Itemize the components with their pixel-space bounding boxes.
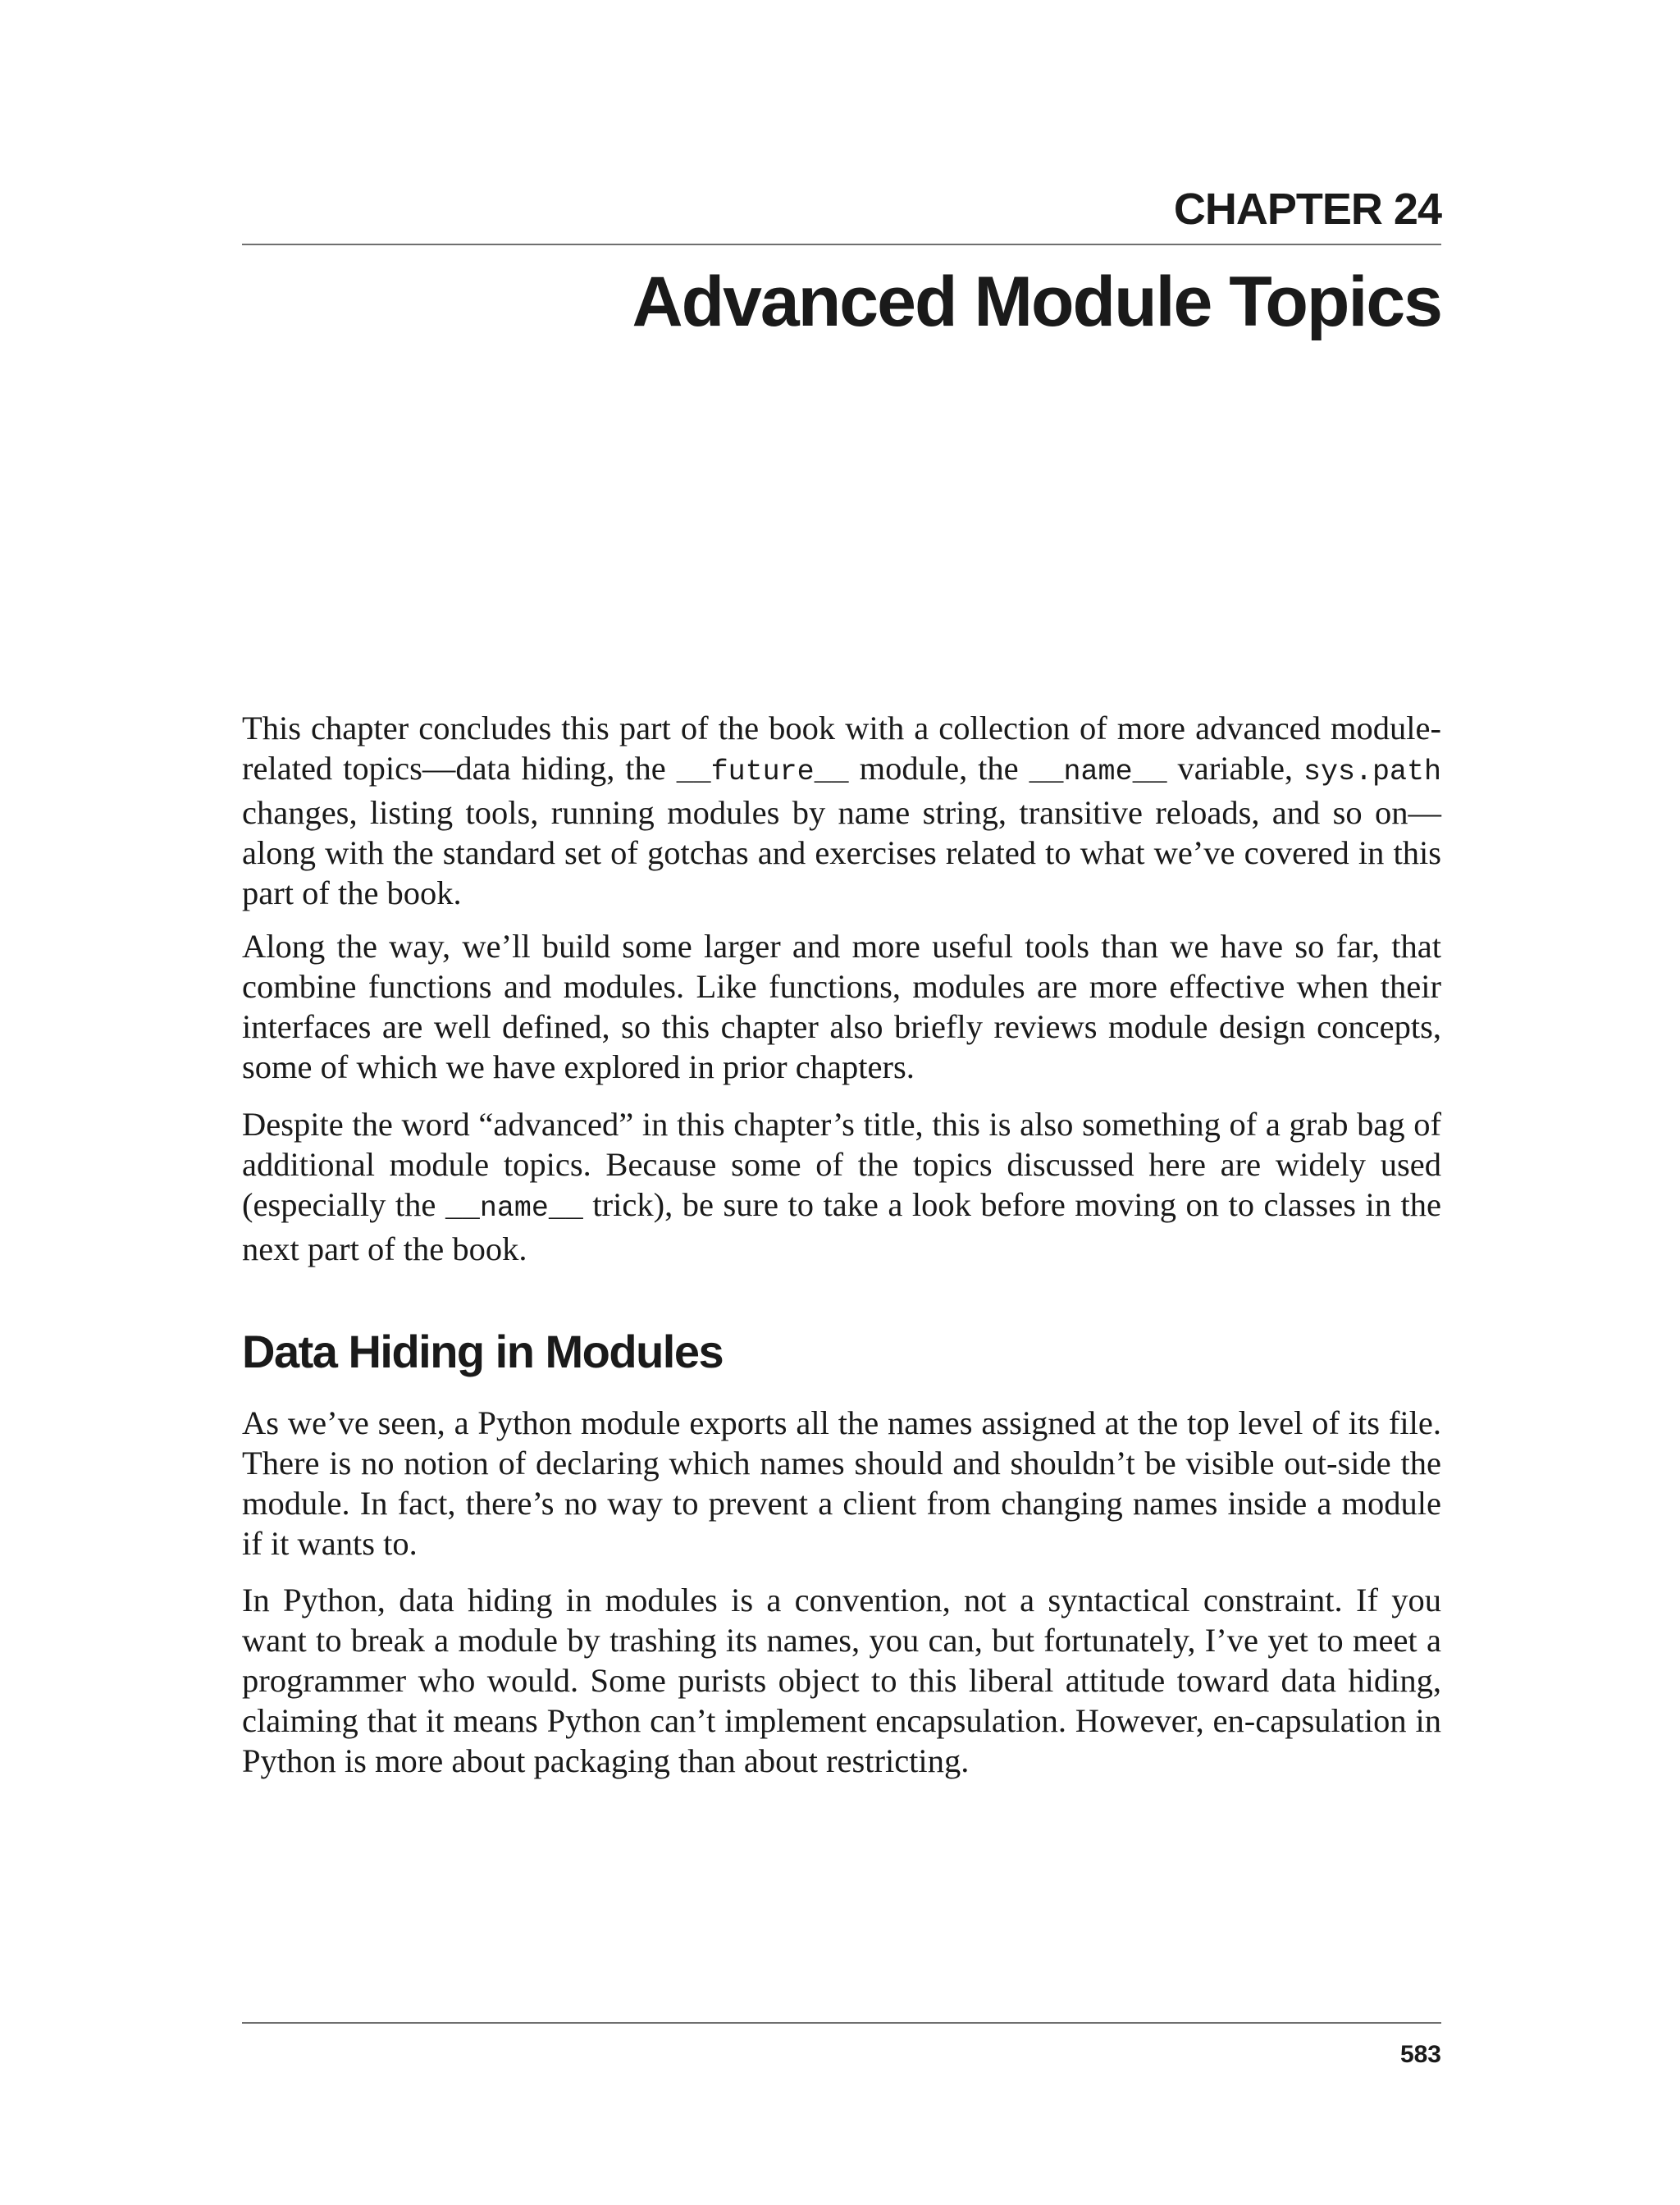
inline-code-future: __future__ <box>676 756 849 788</box>
text-run: changes, listing tools, running modules by name string, transitive reloads, and so on—along with the standard set of gotchas and exercises related to what we’ve covered in this part of the book. <box>242 794 1441 911</box>
chapter-label: CHAPTER 24 <box>1173 185 1441 234</box>
section-paragraph-2: In Python, data hiding in modules is a convention, not a syntactical constraint. If you want to break a module by trashing its names, you can, but fortunately, I’ve yet to meet a programmer who would. Some purists object to this liberal attitude toward data hiding, claiming that it means Python can’t implement encapsulation. However, en-capsulation in Python is more about packaging than about restricting. <box>242 1582 1441 1779</box>
inline-code-sys-path: sys.path <box>1303 756 1441 788</box>
text-run: variable, <box>1166 750 1303 787</box>
page-number: 583 <box>1399 2041 1441 2068</box>
header-rule <box>242 244 1441 245</box>
section-heading: Data Hiding in Modules <box>242 1326 724 1377</box>
footer-rule <box>242 2022 1441 2024</box>
text-run: trick), be sure to take a look before moving on to classes in the next part of the book. <box>242 1186 1441 1267</box>
text-run: Despite the word “advanced” in this chapter’s title, this is also something of a grab bag of additional module topics. Because some of the topics discussed here are widely used (especially the <box>242 1106 1441 1223</box>
section-paragraph-1: As we’ve seen, a Python module exports all the names assigned at the top level of its file. There is no notion of declaring which names should and shouldn’t be visible out-side the module. In fact, there’s no way to prevent a client from changing names inside a module if it wants to. <box>242 1404 1441 1562</box>
text-run: module, the <box>848 750 1029 787</box>
intro-paragraph-3 <box>242 1104 1441 1269</box>
inline-code-name: __name__ <box>1029 756 1167 788</box>
inline-code-name: __name__ <box>445 1192 583 1225</box>
intro-paragraph-1 <box>242 708 1441 913</box>
chapter-title: Advanced Module Topics <box>632 262 1441 341</box>
intro-paragraph-2: Along the way, we’ll build some larger and more useful tools than we have so far, that combine functions and modules. Like functions, modules are more effective when their interfaces are well defined, so this chapter also briefly reviews module design concepts, some of which we have explored in prior chapters. <box>242 928 1441 1085</box>
text-run: This chapter concludes this part of the book with a collection of more advanced module-related topics—data hiding, the <box>242 710 1441 787</box>
book-page <box>242 0 1441 2205</box>
